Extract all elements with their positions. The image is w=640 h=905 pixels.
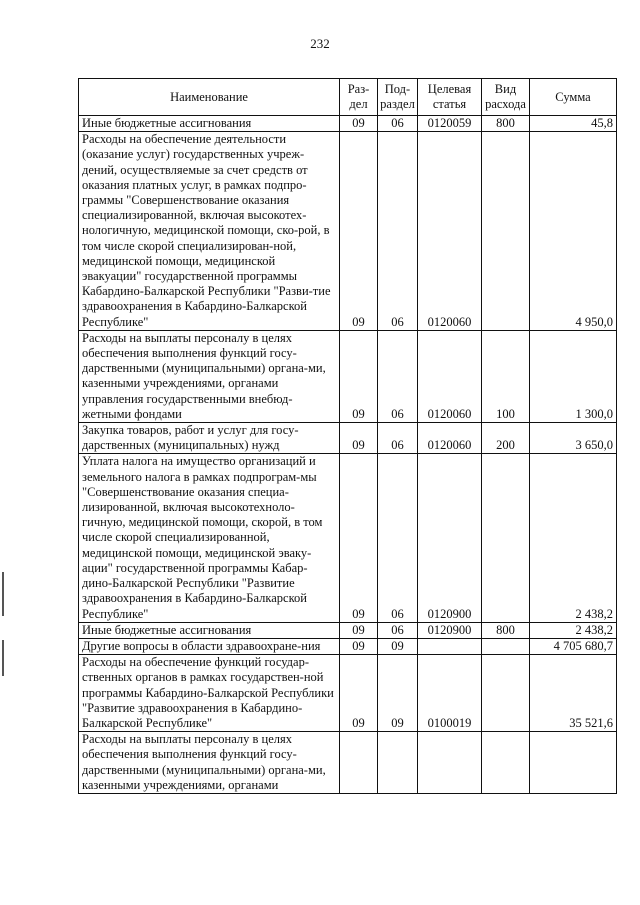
row-name: Иные бюджетные ассигнования	[79, 116, 340, 132]
row-name: Расходы на выплаты персоналу в целях обеспечения выполнения функций госу-дарственными (муниципальными) органа-ми, казенными учреждениями, органами управления государственными внебюд-жетными фондами	[79, 330, 340, 422]
row-section: 09	[340, 330, 378, 422]
header-target-article: Целевая статья	[418, 79, 482, 116]
header-name: Наименование	[79, 79, 340, 116]
row-target-article: 0100019	[418, 655, 482, 732]
table-row	[79, 622, 617, 638]
scan-margin-mark	[2, 572, 4, 616]
row-amount: 3 650,0	[530, 423, 617, 454]
row-section: 09	[340, 423, 378, 454]
row-section: 09	[340, 655, 378, 732]
table-row	[79, 132, 617, 331]
row-target-article: 0120060	[418, 132, 482, 331]
budget-table	[78, 78, 617, 794]
row-expense-type	[482, 732, 530, 794]
row-target-article	[418, 732, 482, 794]
row-amount: 35 521,6	[530, 655, 617, 732]
row-expense-type: 100	[482, 330, 530, 422]
row-target-article: 0120060	[418, 330, 482, 422]
table-row	[79, 638, 617, 654]
row-amount: 1 300,0	[530, 330, 617, 422]
row-target-article: 0120900	[418, 454, 482, 622]
row-name: Уплата налога на имущество организаций и земельного налога в рамках подпрограм-мы "Совершенствование оказания специа-лизированной, включая высокотехноло-гичную, медицинской помощи, скорой, в том числе скорой специализированной, медицинской помощи, медицинской эваку-ации" государственной программы Кабар-дино-Балкарской Республики "Развитие здравоохранения в Кабардино-Балкарской Республике"	[79, 454, 340, 622]
row-expense-type	[482, 454, 530, 622]
header-expense-type: Вид расхода	[482, 79, 530, 116]
row-section: 09	[340, 454, 378, 622]
row-target-article: 0120060	[418, 423, 482, 454]
row-target-article	[418, 638, 482, 654]
row-amount: 4 950,0	[530, 132, 617, 331]
row-section	[340, 732, 378, 794]
table-row	[79, 732, 617, 794]
row-amount	[530, 732, 617, 794]
row-amount: 2 438,2	[530, 454, 617, 622]
row-subsection: 06	[378, 116, 418, 132]
table-row	[79, 454, 617, 622]
row-name: Расходы на обеспечение деятельности (оказание услуг) государственных учреж-дений, осуществляемые за счет средств от оказания платных услуг, в рамках подпро-граммы "Совершенствование оказания специализированной, включая высокотех-нологичную, медицинской помощи, ско-рой, в том числе скорой специализирован-ной, медицинской помощи, медицинской эвакуации" государственной программы Кабардино-Балкарской Республики "Разви-тие здравоохранения в Кабардино-Балкарской Республике"	[79, 132, 340, 331]
row-subsection: 06	[378, 454, 418, 622]
row-section: 09	[340, 116, 378, 132]
row-amount: 45,8	[530, 116, 617, 132]
row-subsection: 06	[378, 132, 418, 331]
table-row	[79, 116, 617, 132]
table-header-row	[79, 79, 617, 116]
row-section: 09	[340, 638, 378, 654]
table-row	[79, 330, 617, 422]
header-amount: Сумма	[530, 79, 617, 116]
row-name: Другие вопросы в области здравоохране-ния	[79, 638, 340, 654]
row-subsection: 06	[378, 423, 418, 454]
row-subsection: 06	[378, 622, 418, 638]
row-subsection: 09	[378, 638, 418, 654]
table-row	[79, 423, 617, 454]
row-amount: 4 705 680,7	[530, 638, 617, 654]
header-subsection: Под- раздел	[378, 79, 418, 116]
row-expense-type: 200	[482, 423, 530, 454]
row-expense-type	[482, 638, 530, 654]
row-section: 09	[340, 132, 378, 331]
page-number: 232	[310, 36, 330, 51]
row-name: Расходы на обеспечение функций государ-ственных органов в рамках государствен-ной программы Кабардино-Балкарской Республики "Развитие здравоохранения в Кабардино-Балкарской Республике"	[79, 655, 340, 732]
row-name: Закупка товаров, работ и услуг для госу-дарственных (муниципальных) нужд	[79, 423, 340, 454]
row-subsection: 06	[378, 330, 418, 422]
row-expense-type	[482, 655, 530, 732]
row-expense-type: 800	[482, 116, 530, 132]
table-row	[79, 655, 617, 732]
row-subsection: 09	[378, 655, 418, 732]
row-subsection	[378, 732, 418, 794]
row-section: 09	[340, 622, 378, 638]
scan-margin-mark	[2, 640, 4, 676]
row-name: Расходы на выплаты персоналу в целях обеспечения выполнения функций госу-дарственными (муниципальными) органа-ми, казенными учреждениями, органами	[79, 732, 340, 794]
row-target-article: 0120900	[418, 622, 482, 638]
row-expense-type	[482, 132, 530, 331]
row-target-article: 0120059	[418, 116, 482, 132]
row-expense-type: 800	[482, 622, 530, 638]
header-section: Раз- дел	[340, 79, 378, 116]
row-name: Иные бюджетные ассигнования	[79, 622, 340, 638]
row-amount: 2 438,2	[530, 622, 617, 638]
